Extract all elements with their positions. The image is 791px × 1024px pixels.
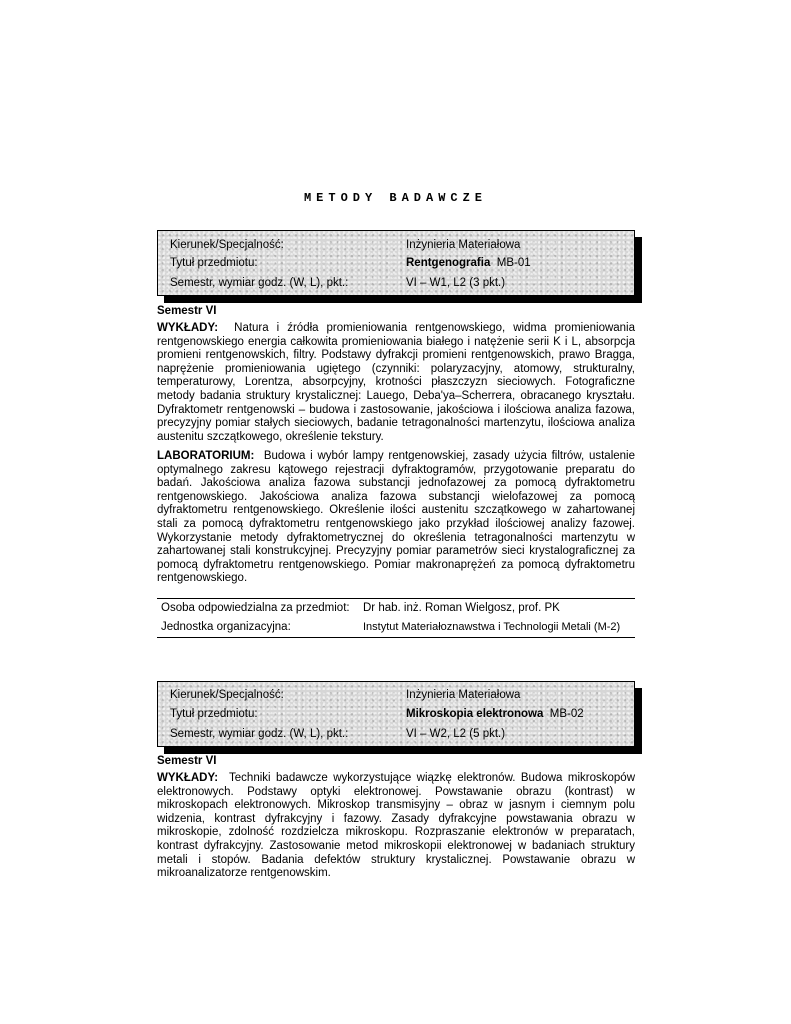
tytul-label: Tytuł przedmiotu: bbox=[170, 257, 258, 269]
info-row-tytul bbox=[170, 705, 626, 723]
unit-label: Jednostka organizacyjna: bbox=[161, 621, 291, 633]
kierunek-label: Kierunek/Specjalność: bbox=[170, 689, 284, 701]
unit-row bbox=[157, 618, 635, 637]
info-row-semestr bbox=[170, 725, 626, 743]
course-code: MB-01 bbox=[496, 257, 531, 269]
responsible-value: Dr hab. inż. Roman Wielgosz, prof. PK bbox=[363, 602, 560, 614]
semestr-value: VI – W2, L2 (5 pkt.) bbox=[406, 728, 506, 740]
semestr-label: Semestr, wymiar godz. (W, L), pkt.: bbox=[170, 728, 349, 740]
unit-value: Instytut Materiałoznawstwa i Technologii Metali (M-2) bbox=[363, 621, 621, 633]
info-row-kierunek bbox=[170, 236, 626, 254]
tytul-label: Tytuł przedmiotu: bbox=[170, 708, 258, 720]
section-title: METODY BADAWCZE bbox=[303, 191, 488, 205]
info-box-panel bbox=[157, 230, 635, 296]
semester-heading: Semestr VI bbox=[157, 755, 217, 767]
lectures-label: WYKŁADY: bbox=[157, 772, 219, 784]
semestr-label: Semestr, wymiar godz. (W, L), pkt.: bbox=[170, 277, 349, 289]
tytul-value bbox=[406, 705, 584, 723]
info-row-semestr bbox=[170, 274, 626, 292]
kierunek-label: Kierunek/Specjalność: bbox=[170, 239, 284, 251]
responsible-label: Osoba odpowiedzialna za przedmiot: bbox=[161, 602, 350, 614]
semestr-value: VI – W1, L2 (3 pkt.) bbox=[406, 277, 506, 289]
course-name: Mikroskopia elektronowa bbox=[406, 708, 544, 720]
lectures-text: Natura i źródła promieniowania rentgenowskiego, widma promieniowania rentgenowskiego energia całkowita promieniowania białego i natężenie serii K i L, absorpcja promieni rentgenowskich, filtry. Podstawy dyfrakcji promieni rentgenowskich, prawo Bragga, naprężenie promieniowania ugiętego (czynniki: polaryzacyjny, atomowy, strukturalny, temperaturowy, Lorentza, absorpcyjny, krotności płaszczyzn sieciowych. Fotograficzne metody badania struktury krystalicznej: Lauego, Deba'ya–Scherrera, obracanego kryształu. Dyfraktometr rentgenowski – budowa i zastosowanie, jakościowa i ilościowa analiza fazowa, precyzyjny pomiar stałych sieciowych, badanie tetragonalności martenzytu, ilościowa analiza austenitu szczątkowego, określenie tekstury. bbox=[157, 322, 636, 443]
kierunek-value: Inżynieria Materiałowa bbox=[406, 239, 521, 251]
responsibility-table bbox=[157, 598, 635, 638]
lab-label: LABORATORIUM: bbox=[157, 450, 255, 462]
course-name: Rentgenografia bbox=[406, 257, 491, 269]
kierunek-value: Inżynieria Materiałowa bbox=[406, 689, 521, 701]
info-row-kierunek bbox=[170, 686, 626, 704]
lectures-paragraph bbox=[157, 322, 635, 444]
course-code: MB-02 bbox=[549, 708, 584, 720]
lectures-text: Techniki badawcze wykorzystujące wiązkę elektronów. Budowa mikroskopów elektronowych. Podstawy optyki elektronowej. Powstawanie obrazu (kontrast) w mikroskopach elektronowych. Mikroskop transmisyjny – obraz w jasnym i ciemnym polu widzenia, kontrast dyfrakcyjny i fazowy. Zasady dyfrakcyjne powstawania obrazu w mikroskopie, zdolność rozdzielcza mikroskopu. Rozpraszanie elektronów w preparatach, kontrast dyfrakcyjny. Zastosowanie metod mikroskopii elektronowej w badaniach struktury metali i stopów. Badania defektów struktury krystalicznej. Powstawanie obrazu w mikroanalizatorze rentgenowskim. bbox=[157, 772, 635, 880]
lab-paragraph bbox=[157, 450, 635, 586]
lectures-paragraph bbox=[157, 772, 635, 881]
responsible-row bbox=[157, 599, 635, 618]
tytul-value bbox=[406, 254, 531, 272]
semester-heading: Semestr VI bbox=[157, 305, 217, 317]
info-row-tytul bbox=[170, 254, 626, 272]
lab-text: Budowa i wybór lampy rentgenowskiej, zasady użycia filtrów, ustalenie optymalnego zakresu kątowego rejestracji dyfraktogramów, przygotowanie preparatu do badań. Jakościowa analiza fazowa substancji jednofazowej za pomocą dyfraktometru rentgenowskiego. Jakościowa analiza fazowa substancji wielofazowej za pomocą dyfraktometru rentgenowskiego. Określenie ilości austenitu szczątkowego w zahartowanej stali za pomocą dyfraktometru rentgenowskiego jako przykład ilościowej analizy fazowej. Wykorzystanie metody dyfraktometrycznej do określenia tetragonalności martenzytu w zahartowanej stali konstrukcyjnej. Precyzyjny pomiar parametrów sieci krystalograficznej za pomocą dyfraktometru rentgenowskiego. Pomiar makronaprężeń za pomocą dyfraktometru rentgenowskiego. bbox=[157, 450, 635, 585]
lectures-label: WYKŁADY: bbox=[157, 322, 219, 334]
info-box-panel bbox=[157, 681, 635, 747]
